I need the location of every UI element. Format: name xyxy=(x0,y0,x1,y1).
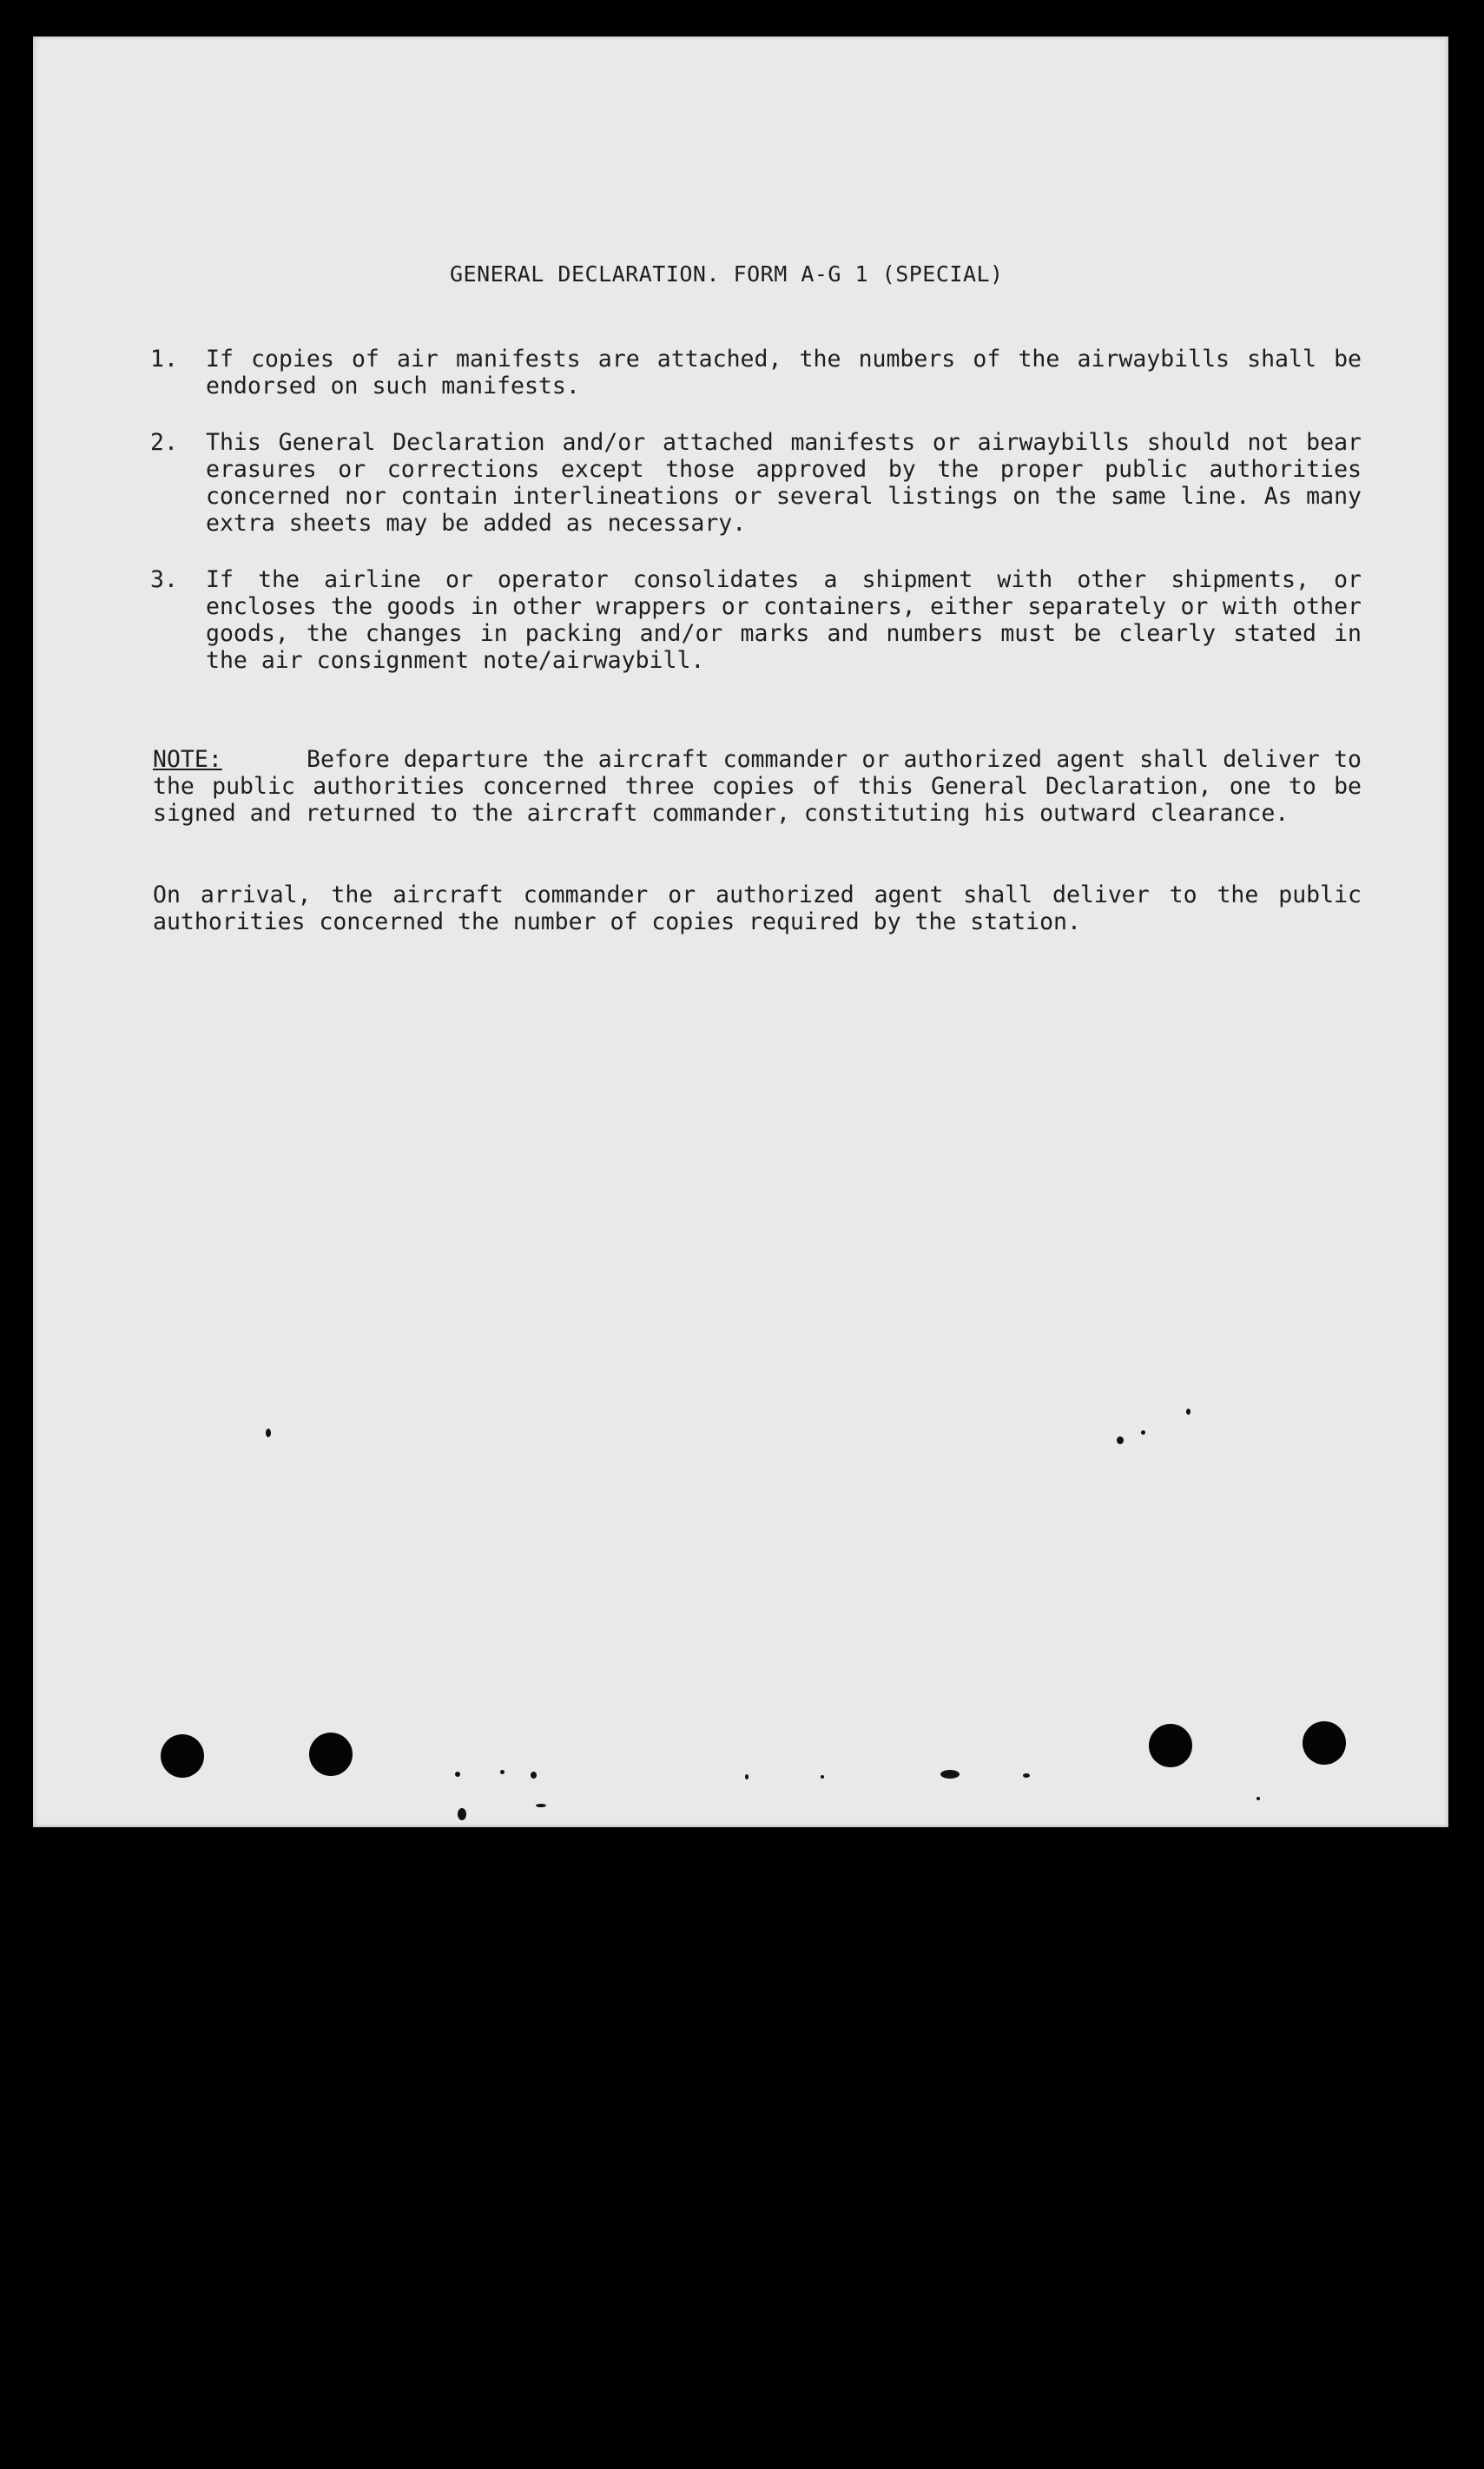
speck-mark xyxy=(821,1775,824,1779)
instruction-item-1 xyxy=(150,346,1362,399)
speck-mark xyxy=(1186,1409,1190,1415)
speck-mark xyxy=(1256,1797,1260,1800)
document-title: GENERAL DECLARATION. FORM A-G 1 (SPECIAL) xyxy=(450,261,1004,287)
instruction-item-2 xyxy=(150,429,1362,537)
speck-mark xyxy=(458,1808,466,1820)
speck-mark xyxy=(1023,1773,1030,1778)
item-text: If copies of air manifests are attached, the numbers of the airwaybills shall be endorsed on such manifests. xyxy=(206,346,1362,399)
item-text: This General Declaration and/or attached manifests or airwaybills should not bear erasures or corrections except those approved by the proper public authorities concerned nor contain interlineations or several listings on the same line. As many extra sheets may be added as necessary. xyxy=(206,429,1362,537)
note-label: NOTE: xyxy=(153,745,222,773)
note-text: Before departure the aircraft commander or authorized agent shall deliver to the public authorities concerned three copies of this General Declaration, one to be signed and returned to the aircraft commander, constituting his outward clearance. xyxy=(153,745,1362,827)
note-paragraph xyxy=(153,746,1362,827)
item-number: 3. xyxy=(150,566,178,593)
speck-mark xyxy=(455,1772,460,1777)
speck-mark xyxy=(536,1804,546,1807)
speck-mark xyxy=(500,1770,505,1774)
punch-hole xyxy=(161,1734,204,1778)
item-number: 1. xyxy=(150,346,178,373)
arrival-paragraph: On arrival, the aircraft commander or authorized agent shall deliver to the public authorities concerned the number of copies required by the station. xyxy=(153,881,1362,935)
speck-mark xyxy=(531,1772,537,1779)
punch-hole xyxy=(1149,1724,1192,1767)
document-page xyxy=(33,36,1448,1827)
instruction-list xyxy=(150,346,1362,703)
speck-mark xyxy=(940,1770,960,1779)
punch-hole xyxy=(1303,1721,1346,1765)
speck-mark xyxy=(1141,1430,1145,1435)
item-text: If the airline or operator consolidates a shipment with other shipments, or encloses the goods in other wrappers or containers, either separately or with other goods, the changes in packing and/or marks and numbers must be clearly stated in the air consignment note/airwaybill. xyxy=(206,566,1362,674)
speck-mark xyxy=(266,1429,271,1437)
item-number: 2. xyxy=(150,429,178,456)
speck-mark xyxy=(1117,1436,1124,1444)
punch-hole xyxy=(309,1733,353,1776)
instruction-item-3 xyxy=(150,566,1362,674)
speck-mark xyxy=(745,1774,749,1779)
